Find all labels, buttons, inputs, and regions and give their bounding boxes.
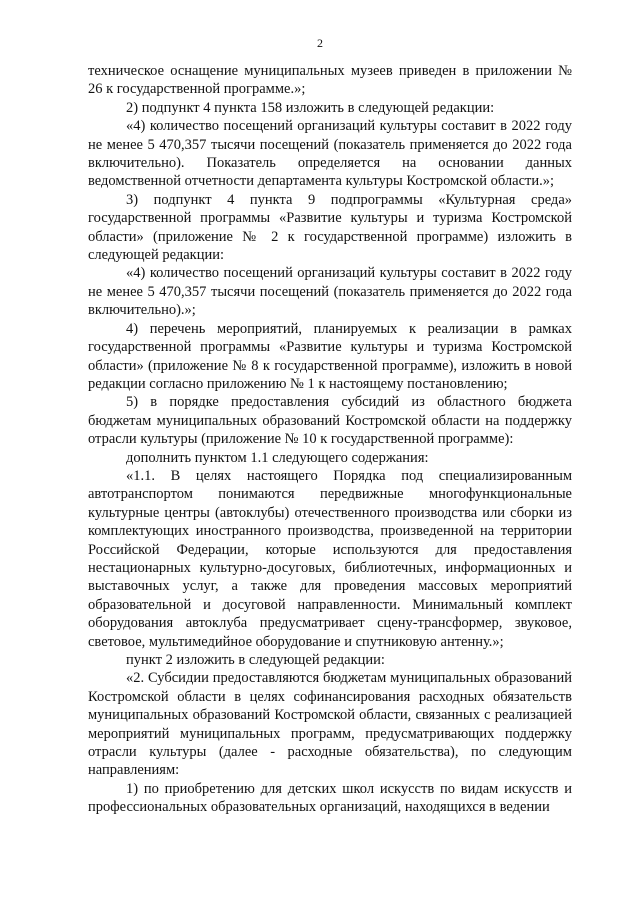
paragraph: «2. Субсидии предоставляются бюджетам муниципальных образований Костромской области в целях софинансирования расходных обязательств муниципальных образований Костромской области, связанных с реализацией мероприятий муниципальных программ, предусматривающих поддержку отрасли культуры (далее - расходные обязательства), по следующим направлениям: (88, 670, 572, 779)
document-body (88, 62, 572, 817)
paragraph: 1) по приобретению для детских школ искусств по видам искусств и профессиональных образовательных организаций, находящихся в ведении (88, 780, 572, 816)
paragraph: 5) в порядке предоставления субсидий из областного бюджета бюджетам муниципальных образований Костромской области на поддержку отрасли культуры (приложение № 10 к государственной программе): (88, 394, 572, 448)
page-number: 2 (317, 36, 323, 50)
paragraph: дополнить пунктом 1.1 следующего содержания: (126, 449, 429, 466)
paragraph: «1.1. В целях настоящего Порядка под специализированным автотранспортом понимаются передвижные многофункциональные культурные центры (автоклубы) отечественного производства или сборки из комплектующих иностранного производства, произведенной на территории Российской Федерации, которые используются для предоставления нестационарных культурно-досуговых, библиотечных, информационных и выставочных услуг, а также для проведения массовых мероприятий образовательной и досуговой направленности. Минимальный комплект оборудования автоклуба предусматривает сцену-трансформер, звуковое, световое, мультимедийное оборудование и спутниковую антенну.»; (88, 467, 572, 650)
paragraph: техническое оснащение муниципальных музеев приведен в приложении № 26 к государственной программе.»; (88, 63, 572, 98)
paragraph: «4) количество посещений организаций культуры составит в 2022 году не менее 5 470,357 тысячи посещений (показатель применяется до 2022 года включительно).»; (88, 265, 572, 319)
paragraph: 3) подпункт 4 пункта 9 подпрограммы «Культурная среда» государственной программы «Развитие культуры и туризма Костромской области» (приложение № 2 к государственной программе) изложить в следующей редакции: (88, 191, 572, 264)
paragraph: 2) подпункт 4 пункта 158 изложить в следующей редакции: (126, 99, 495, 116)
paragraph: пункт 2 изложить в следующей редакции: (126, 652, 385, 668)
paragraph: 4) перечень мероприятий, планируемых к реализации в рамках государственной программы «Развитие культуры и туризма Костромской области» (приложение № 8 к государственной программе), изложить в новой редакции согласно приложению № 1 к настоящему постановлению; (88, 320, 572, 392)
paragraph: «4) количество посещений организаций культуры составит в 2022 году не менее 5 470,357 тысячи посещений (показатель применяется до 2022 года включительно). Показатель определяется на основании данных ведомственной отчетности департамента культуры Костромской области.»; (88, 118, 572, 190)
